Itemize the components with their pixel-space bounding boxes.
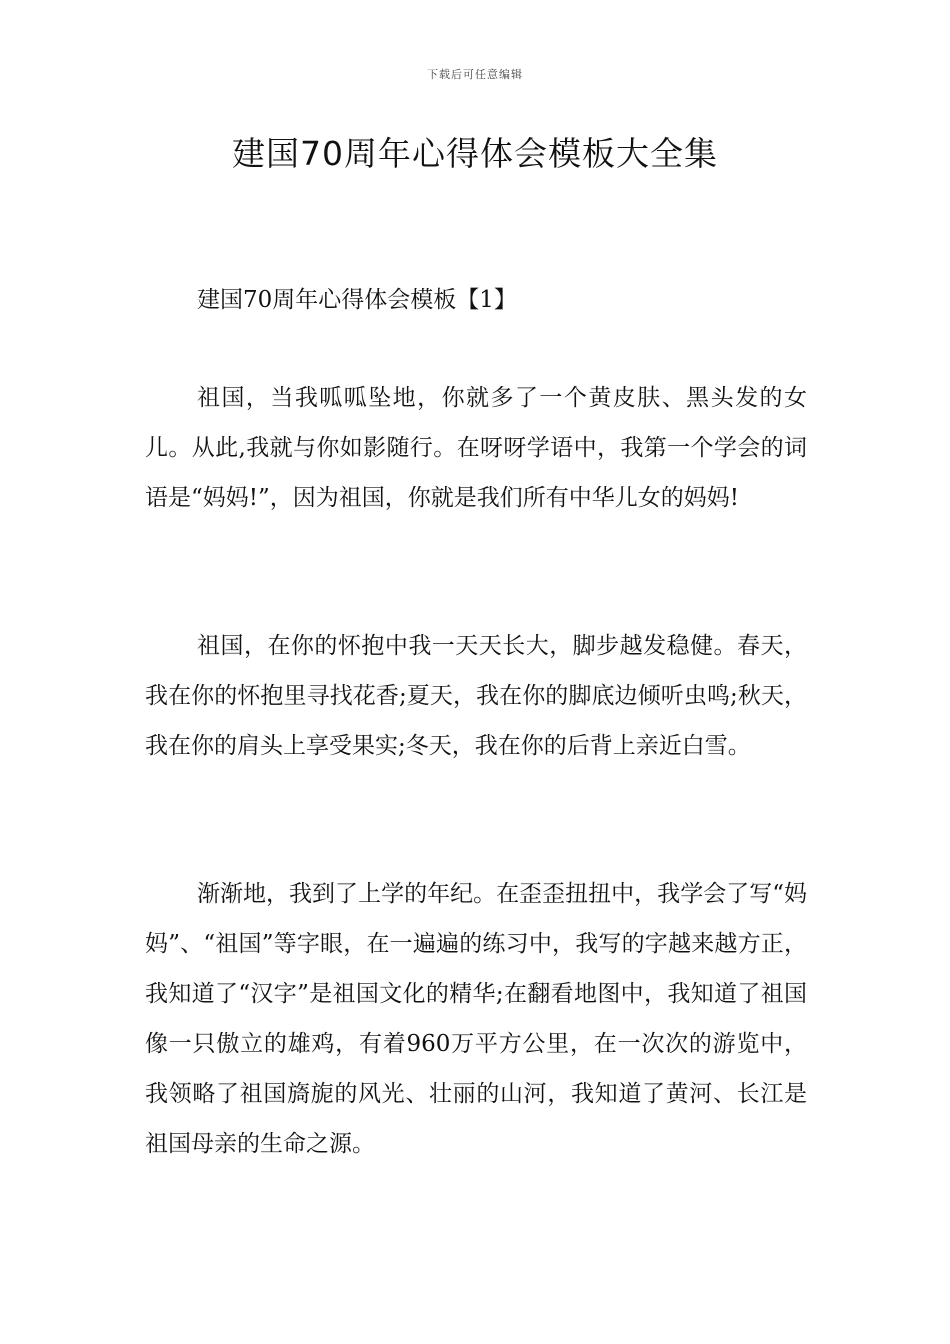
paragraph-3: 渐渐地，我到了上学的年纪。在歪歪扭扭中，我学会了写“妈妈”、“祖国”等字眼，在一遍遍的练习中，我写的字越来越方正，我知道了“汉字”是祖国文化的精华;在翻看地图中，我知道了祖国像一只傲立的雄鸡，有着960万平方公里，在一次次的游览中，我领略了祖国旖旎的风光、壮丽的山河，我知道了黄河、长江是祖国母亲的生命之源。 <box>145 881 807 1157</box>
paragraph-2: 祖国，在你的怀抱中我一天天长大，脚步越发稳健。春天，我在你的怀抱里寻找花香;夏天，我在你的脚底边倾听虫鸣;秋天，我在你的肩头上享受果实;冬天，我在你的后背上亲近白雪。 <box>145 633 807 759</box>
document-title: 建国70周年心得体会模板大全集 <box>232 134 718 173</box>
paragraph-1: 祖国，当我呱呱坠地，你就多了一个黄皮肤、黑头发的女儿。从此,我就与你如影随行。在呀呀学语中，我第一个学会的词语是“妈妈!”，因为祖国，你就是我们所有中华儿女的妈妈! <box>145 385 807 511</box>
header-note: 下载后可任意编辑 <box>427 68 523 81</box>
section-heading: 建国70周年心得体会模板【1】 <box>197 287 517 313</box>
